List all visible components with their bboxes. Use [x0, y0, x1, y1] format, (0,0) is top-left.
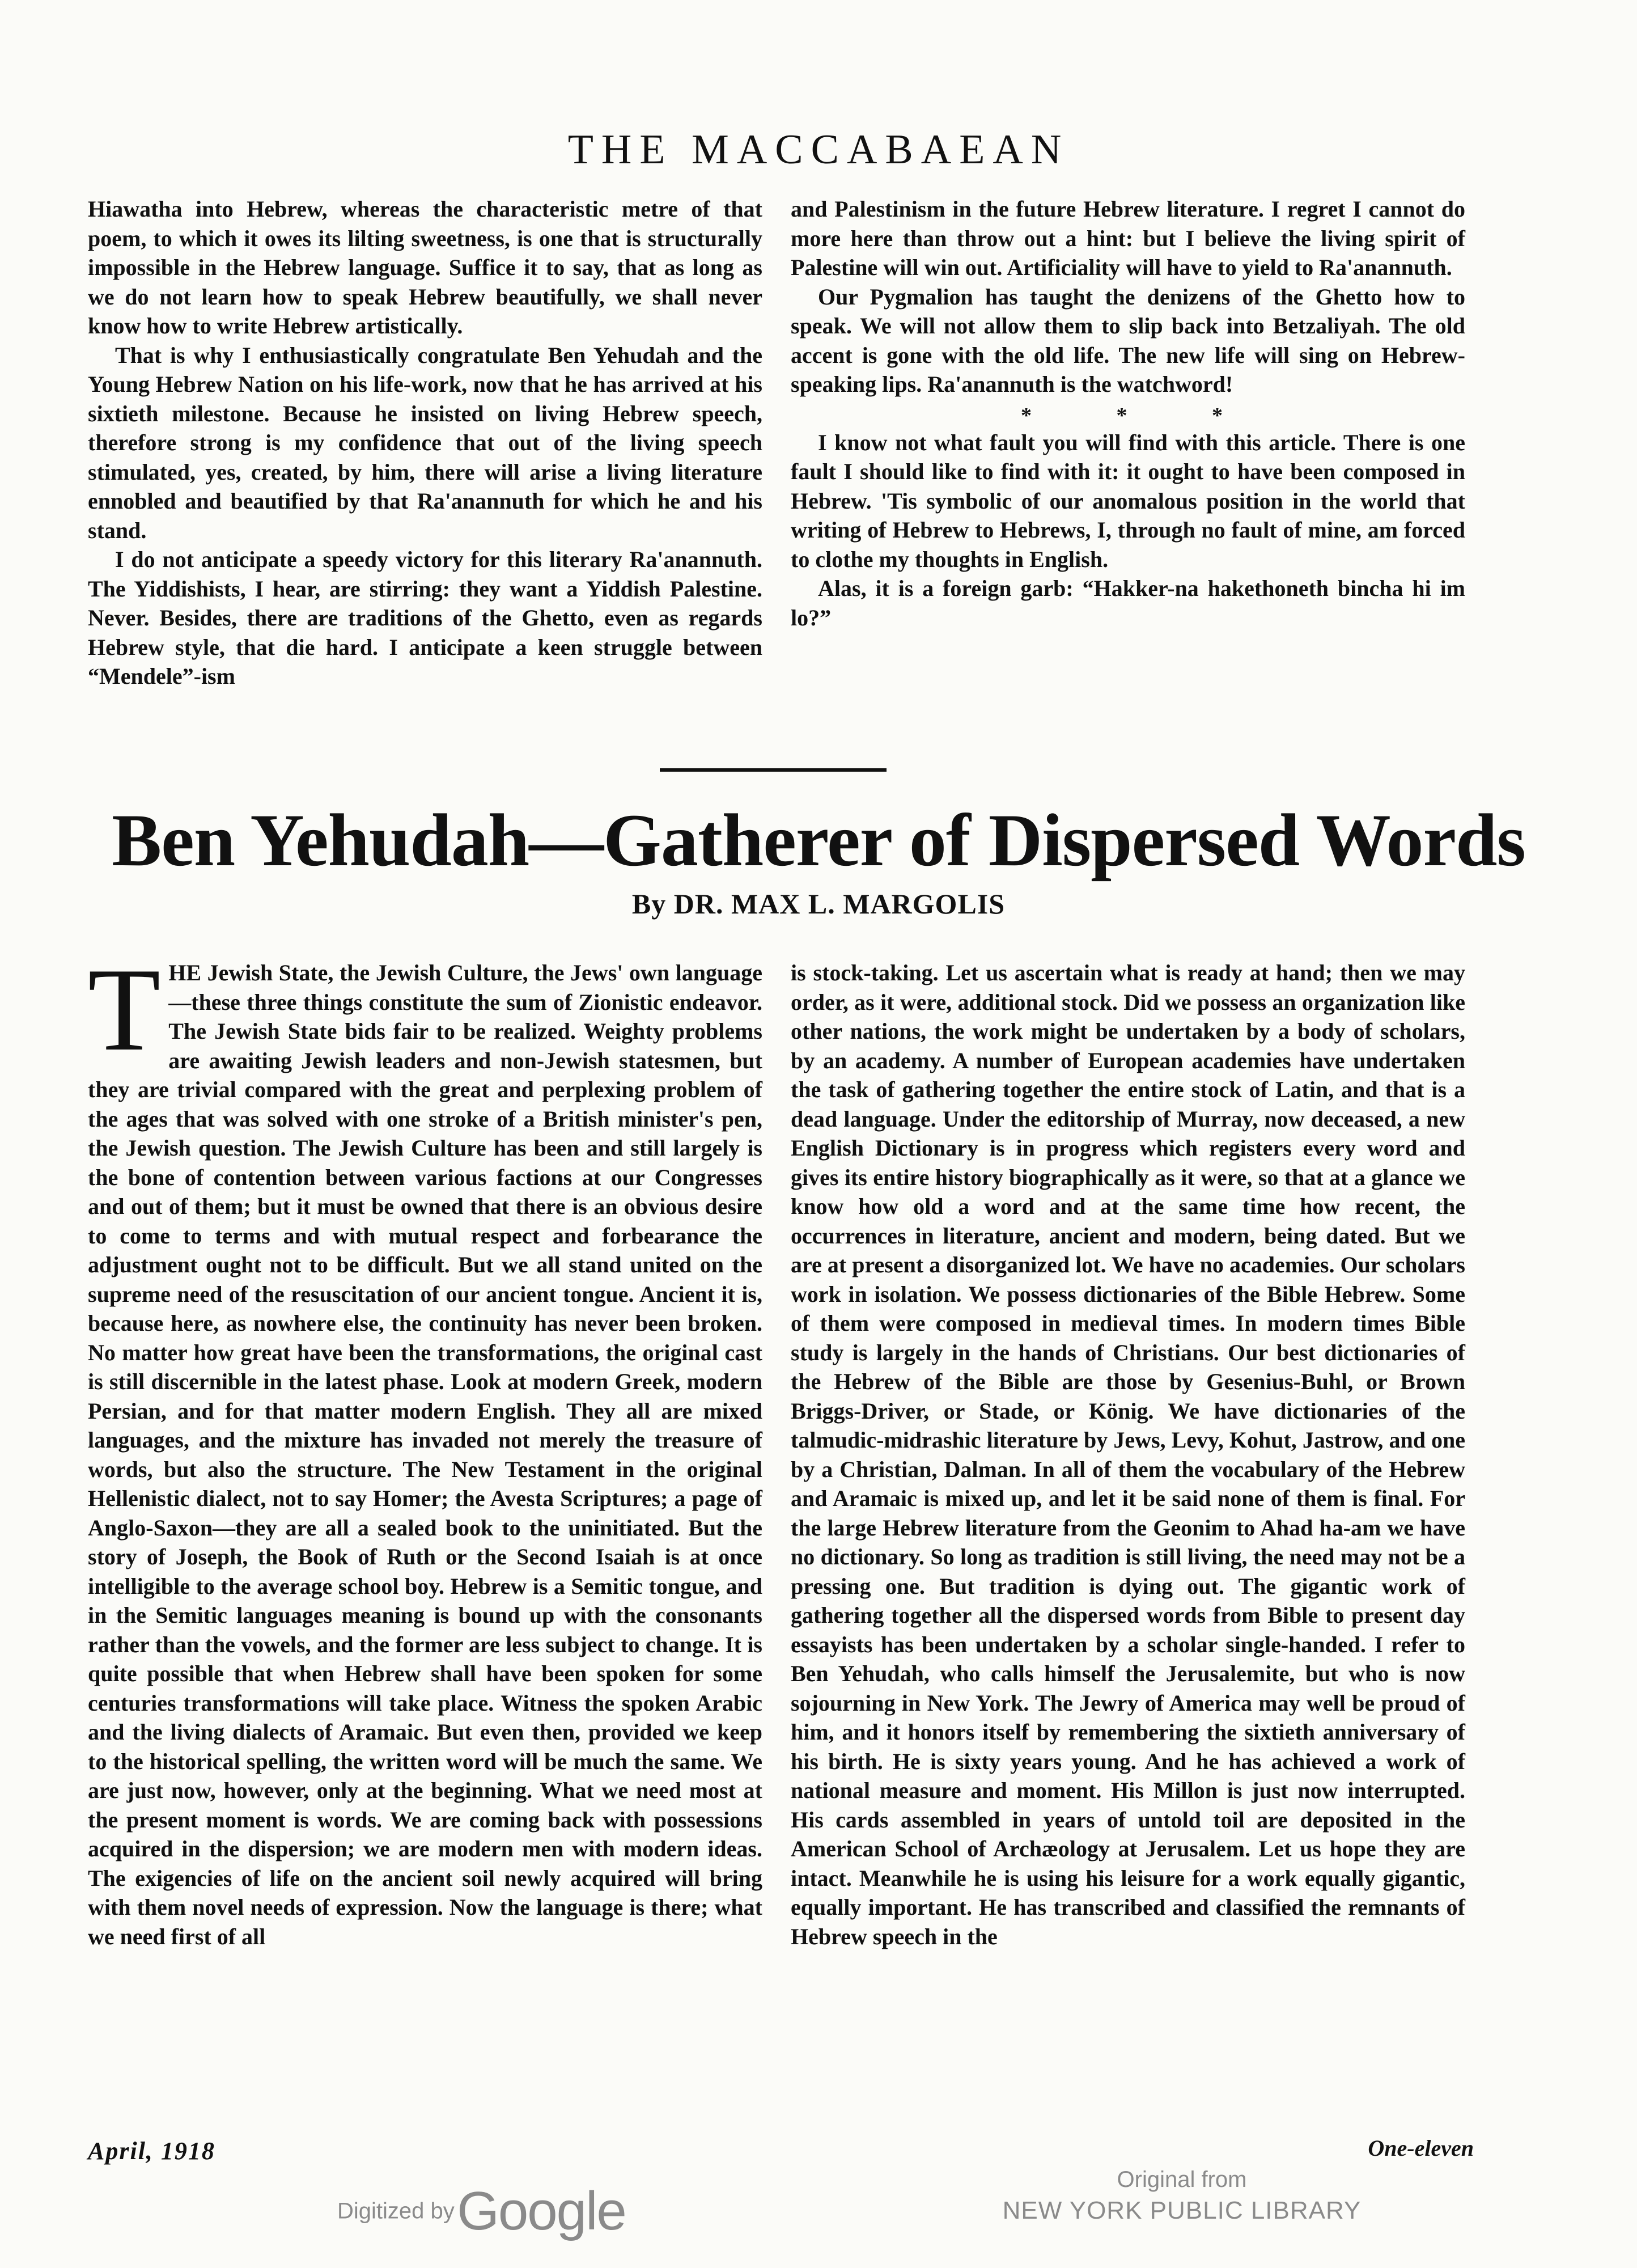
paragraph: is stock-taking. Let us ascertain what is ready at hand; then we may order, as it were, additional stock. Did we possess an organization like other nations, the work might be undertaken by a body of scholars, by an academy. A number of European academies have undertaken the task of gathering together the entire stock of Latin, and that is a dead language. Under the editorship of Murray, now deceased, a new English Dictionary is in progress which registers every word and gives its entire history biographically as it were, so that at a glance we know how old a word and at the same time how recent, the occurrences in literature, ancient and modern, being dated. But we are at present a disorganized lot. We have no academies. Our scholars work in isolation. We possess dictionaries of the Bible Hebrew. Some of them were composed in medieval times. In modern times Bible study is largely in the hands of Christians. Our best dictionaries of the Hebrew of the Bible are those by Gesenius-Buhl, or Brown Briggs-Driver, or Stade, or König. We have dictionaries of the talmudic-midrashic literature by Jews, Levy, Kohut, Jastrow, and one by a Christian, Dalman. In all of them the vocabulary of the Hebrew and Aramaic is mixed up, and let it be said none of them is final. For the large Hebrew literature from the Geonim to Ahad ha-am we have no dictionary. So long as tradition is still living, the need may not be a pressing one. But tradition is dying out. The gigantic work of gathering together all the dispersed words from Bible to present day essayists has been undertaken by a scholar single-handed. I refer to Ben Yehudah, who calls himself the Jerusalemite, but who is now sojourning in New York. The Jewry of America may well be proud of him, and it honors itself by remembering the sixtieth anniversary of his birth. He is sixty years young. And he has achieved a work of national measure and moment. His Millon is just now interrupted. His cards assembled in years of untold toil are deposited in the American School of Archæology at Jerusalem. Let us hope they are intact. Meanwhile he is using his leisure for a work equally gigantic, equally important. He has transcribed and classified the remnants of Hebrew speech in the	[791, 960, 1465, 1949]
top-left-column	[88, 194, 762, 691]
google-logo: Google	[457, 2181, 626, 2241]
paragraph: Our Pygmalion has taught the denizens of the Ghetto how to speak. We will not allow them to slip back into Betzaliyah. The old accent is gone with the old life. The new life will sing on Hebrew-speaking lips. Ra'anannuth is the watchword!	[791, 284, 1465, 397]
paragraph: and Palestinism in the future Hebrew literature. I regret I cannot do more here than throw out a hint: but I believe the living spirit of Palestine will win out. Artificiality will have to yield to Ra'anannuth.	[791, 196, 1465, 280]
paragraph: I do not anticipate a speedy victory for this literary Ra'anannuth. The Yiddishists, I hear, are stirring: they want a Yiddish Palestine. Never. Besides, there are traditions of the Ghetto, even as regards Hebrew style, that die hard. I anticipate a keen struggle between “Mendele”-ism	[88, 547, 762, 689]
digitized-label: Digitized by	[337, 2198, 455, 2224]
paragraph-text: HE Jewish State, the Jewish Culture, the Jews' own language—these three things constitute the sum of Zionistic endeavor. The Jewish State bids fair to be realized. Weighty problems are awaiting Jewish leaders and non-Jewish statesmen, but they are trivial compared with the great and perplexing problem of the ages that was solved with one stroke of a British minister's pen, the Jewish question. The Jewish Culture has been and still largely is the bone of contention between various factions at our Congresses and out of them; but it must be owned that there is an obvious desire to come to terms and with mutual respect and forbearance the adjustment ought not to be difficult. But we all stand united on the supreme need of the resuscitation of our ancient tongue. Ancient it is, because here, as nowhere else, the continuity has never been broken. No matter how great have been the transformations, the original cast is still discernible in the latest phase. Look at modern Greek, modern Persian, and for that matter modern English. They all are mixed languages, and the mixture has invaded not merely the treasure of words, but also the structure. The New Testament in the original Hellenistic dialect, not to say Homer; the Avesta Scriptures; a page of Anglo-Saxon—they are all a sealed book to the uninitiated. But the story of Joseph, the Book of Ruth or the Second Isaiah is at once intelligible to the average school boy. Hebrew is a Semitic tongue, and in the Semitic languages meaning is bound up with the consonants rather than the vowels, and the former are less subject to change. It is quite possible that when Hebrew shall have been spoken for some centuries transformations will take place. Witness the spoken Arabic and the living dialects of Aramaic. But even then, provided we keep to the historical spelling, the written word will be much the same. We are just now, however, only at the beginning. What we need most at the present moment is words. We are coming back with possessions acquired in the dispersion; we are modern men with modern ideas. The exigencies of life on the ancient soil newly acquired will bring with them novel needs of expression. Now the language is there; what we need first of all	[88, 960, 762, 1949]
paragraph: Hiawatha into Hebrew, whereas the characteristic metre of that poem, to which it owes its lilting sweetness, is one that is structurally impossible in the Hebrew language. Suffice it to say, that as long as we do not learn how to speak Hebrew beautifully, we shall never know how to write Hebrew artistically.	[88, 196, 762, 338]
top-right-column	[791, 194, 1465, 632]
article-byline: By DR. MAX L. MARGOLIS	[631, 888, 1006, 920]
paragraph	[88, 944, 762, 1951]
library-name: NEW YORK PUBLIC LIBRARY	[1002, 2197, 1362, 2224]
section-break: * * *	[1021, 403, 1262, 428]
library-watermark	[983, 2165, 1380, 2227]
drop-cap: T	[88, 944, 161, 1076]
issue-date: April, 1918	[88, 2137, 215, 2165]
paragraph: Alas, it is a foreign garb: “Hakker-na hakethoneth bincha hi im lo?”	[791, 576, 1465, 631]
paragraph: That is why I enthusiastically congratulate Ben Yehudah and the Young Hebrew Nation on his life-work, now that he has arrived at his sixtieth milestone. Because he insisted on living Hebrew speech, therefore strong is my confidence that out of the living speech stimulated, yes, created, by him, there will arise a living literature ennobled and beautified by that Ra'anannuth for which he and his stand.	[88, 342, 762, 543]
paragraph: I know not what fault you will find with this article. There is one fault I should like to find with it: it ought to have been composed in Hebrew. 'Tis symbolic of our anomalous position in the world that writing of Hebrew to Hebrews, I, through no fault of mine, am forced to clothe my thoughts in English.	[791, 429, 1465, 572]
page-number: One-eleven	[1368, 2135, 1474, 2161]
original-from-label: Original from	[1117, 2167, 1247, 2192]
article-left-column	[88, 944, 762, 1951]
section-divider	[660, 768, 887, 772]
digitized-watermark	[337, 2180, 626, 2242]
article-title: Ben Yehudah—Gatherer of Dispersed Words	[112, 798, 1525, 882]
article-right-column	[791, 958, 1465, 1951]
masthead: THE MACCABAEAN	[567, 126, 1070, 173]
